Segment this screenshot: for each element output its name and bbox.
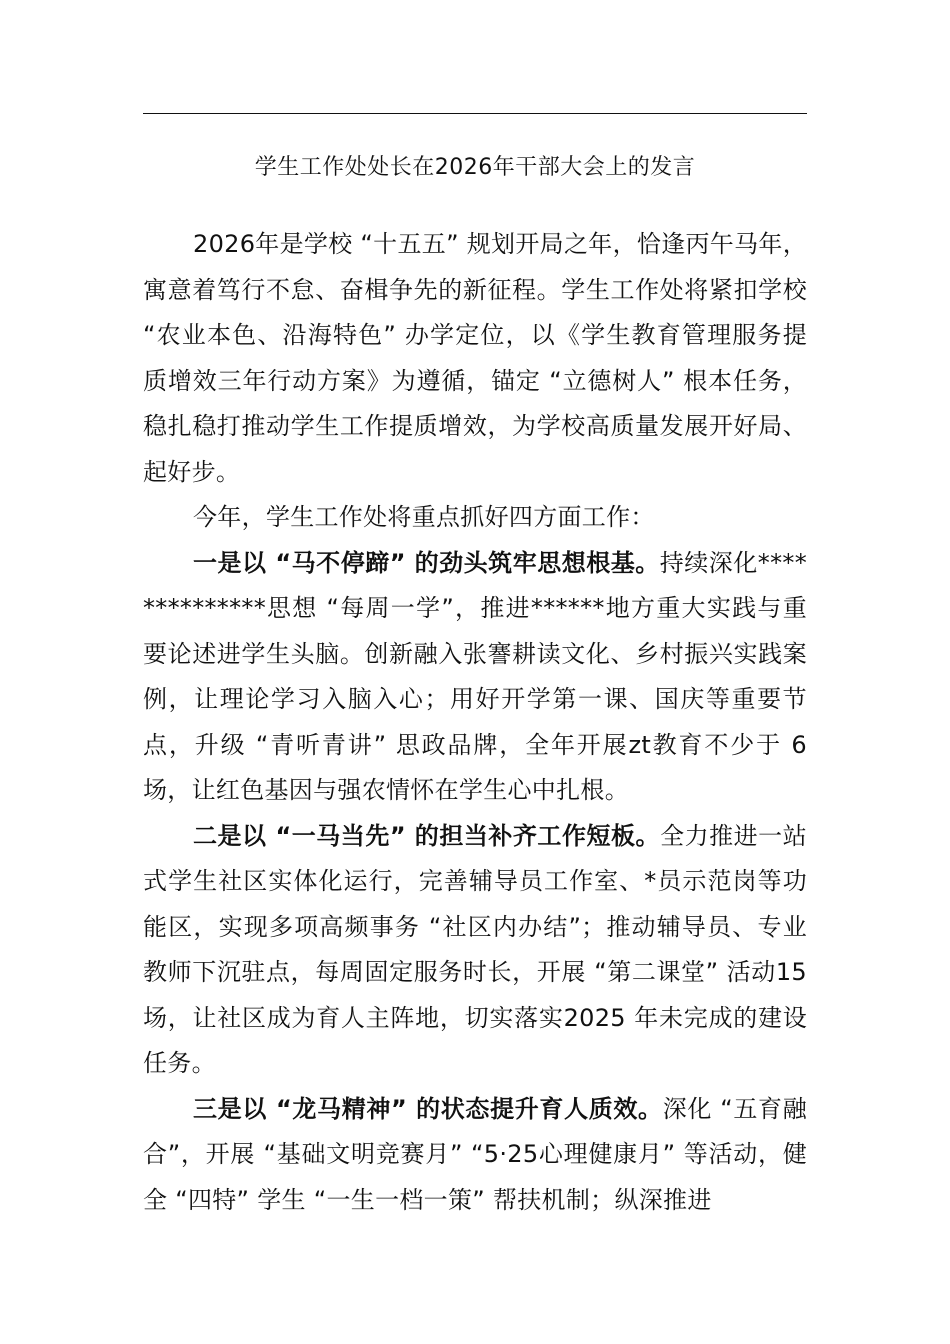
paragraph-overview: [143, 495, 807, 541]
document-title: 学生工作处处长在2026年干部大会上的发言: [254, 155, 696, 180]
paragraph-lead: 二是以 “一马当先” 的担当补齐工作短板。: [193, 821, 661, 850]
paragraph-point-three: [143, 1087, 807, 1224]
paragraph-intro: [143, 222, 807, 495]
paragraph-text: 全力推进一站式学生社区实体化运行，完善辅导员工作室、*员示范岗等功能区，实现多项高频事务 “社区内办结”；推动辅导员、专业教师下沉驻点，每周固定服务时长，开展 “第二课堂” 活动15场，让社区成为育人主阵地，切实落实2025 年未完成的建设任务。: [143, 821, 807, 1077]
header-rule: [143, 113, 807, 114]
paragraph-text: 今年，学生工作处将重点抓好四方面工作：: [193, 503, 655, 531]
paragraph-lead: 三是以 “龙马精神” 的状态提升育人质效。: [193, 1094, 663, 1123]
paragraph-text: 持续深化**************思想 “每周一学”，推进******地方重大实践与重要论述进学生头脑。创新融入张謇耕读文化、乡村振兴实践案例，让理论学习入脑入心；用好开学第一课、国庆等重要节点，升级 “青听青讲” 思政品牌，全年开展zt教育不少于 6场，让红色基因与强农情怀在学生心中扎根。: [143, 548, 807, 804]
paragraph-lead: 一是以 “马不停蹄” 的劲头筑牢思想根基。: [193, 548, 660, 577]
paragraph-point-one: [143, 541, 807, 814]
paragraph-point-two: [143, 814, 807, 1087]
paragraph-text: 2026年是学校 “十五五” 规划开局之年，恰逢丙午马年，寓意着笃行不怠、奋楫争先的新征程。学生工作处将紧扣学校 “农业本色、沿海特色” 办学定位，以《学生教育管理服务提质增效三年行动方案》为遵循，锚定 “立德树人” 根本任务，稳扎稳打推动学生工作提质增效，为学校高质量发展开好局、起好步。: [143, 230, 807, 486]
paragraph-text: 深化 “五育融合”，开展 “基础文明竞赛月” “5·25心理健康月” 等活动，健全 “四特” 学生 “一生一档一策” 帮扶机制；纵深推进: [143, 1094, 807, 1214]
document-body: [143, 222, 807, 1223]
